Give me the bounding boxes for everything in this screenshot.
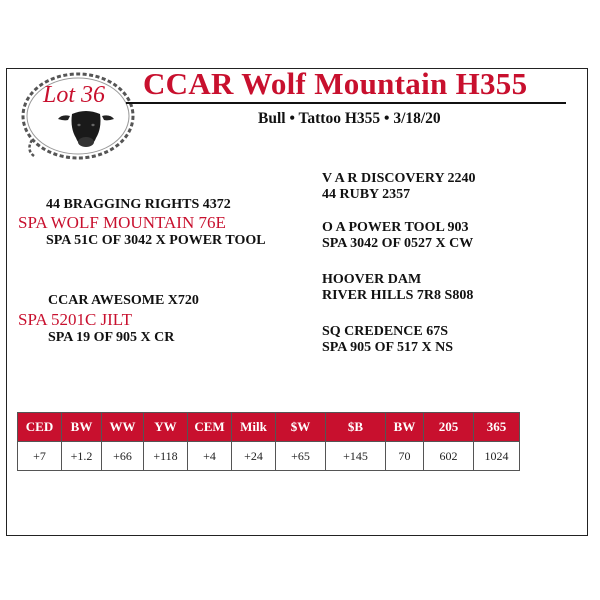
epd-value: 70 [386, 442, 424, 471]
epd-value: 1024 [474, 442, 520, 471]
epd-value: +118 [144, 442, 188, 471]
lot-label: Lot 36 [42, 82, 106, 108]
right-ancestor: HOOVER DAM [322, 272, 422, 287]
lot-logo [20, 70, 142, 162]
epd-value: +1.2 [62, 442, 102, 471]
epd-header-row [18, 413, 520, 442]
epd-header: Milk [232, 413, 276, 442]
epd-table [17, 412, 520, 471]
epd-value: +145 [326, 442, 386, 471]
sire-dam: SPA 51C OF 3042 X POWER TOOL [46, 233, 266, 248]
dam-sire: CCAR AWESOME X720 [48, 293, 199, 308]
right-ancestor: V A R DISCOVERY 2240 [322, 171, 476, 186]
dam-dam: SPA 19 OF 905 X CR [48, 330, 175, 345]
right-ancestor: O A POWER TOOL 903 [322, 220, 469, 235]
epd-header: BW [62, 413, 102, 442]
epd-value: +4 [188, 442, 232, 471]
epd-header: $W [276, 413, 326, 442]
right-ancestor: SPA 905 OF 517 X NS [322, 340, 454, 355]
epd-header: BW [386, 413, 424, 442]
epd-value: 602 [424, 442, 474, 471]
sire-sire: 44 BRAGGING RIGHTS 4372 [46, 197, 231, 212]
epd-header: WW [102, 413, 144, 442]
right-ancestor: SQ CREDENCE 67S [322, 324, 449, 339]
bull-head-icon [58, 111, 114, 147]
epd-header: YW [144, 413, 188, 442]
epd-header: 365 [474, 413, 520, 442]
epd-value: +24 [232, 442, 276, 471]
dam-name: SPA 5201C JILT [18, 310, 133, 329]
animal-title: CCAR Wolf Mountain H355 [143, 66, 528, 101]
epd-value-row [18, 442, 520, 471]
epd-header: CED [18, 413, 62, 442]
right-ancestor: SPA 3042 OF 0527 X CW [322, 236, 474, 251]
epd-value: +7 [18, 442, 62, 471]
epd-value: +65 [276, 442, 326, 471]
sire-name: SPA WOLF MOUNTAIN 76E [18, 213, 226, 232]
epd-header: 205 [424, 413, 474, 442]
animal-subtitle: Bull • Tattoo H355 • 3/18/20 [258, 110, 441, 127]
epd-header: CEM [188, 413, 232, 442]
right-ancestor: 44 RUBY 2357 [322, 187, 411, 202]
epd-value: +66 [102, 442, 144, 471]
epd-header: $B [326, 413, 386, 442]
right-ancestor: RIVER HILLS 7R8 S808 [322, 288, 474, 303]
title-divider [126, 102, 566, 104]
